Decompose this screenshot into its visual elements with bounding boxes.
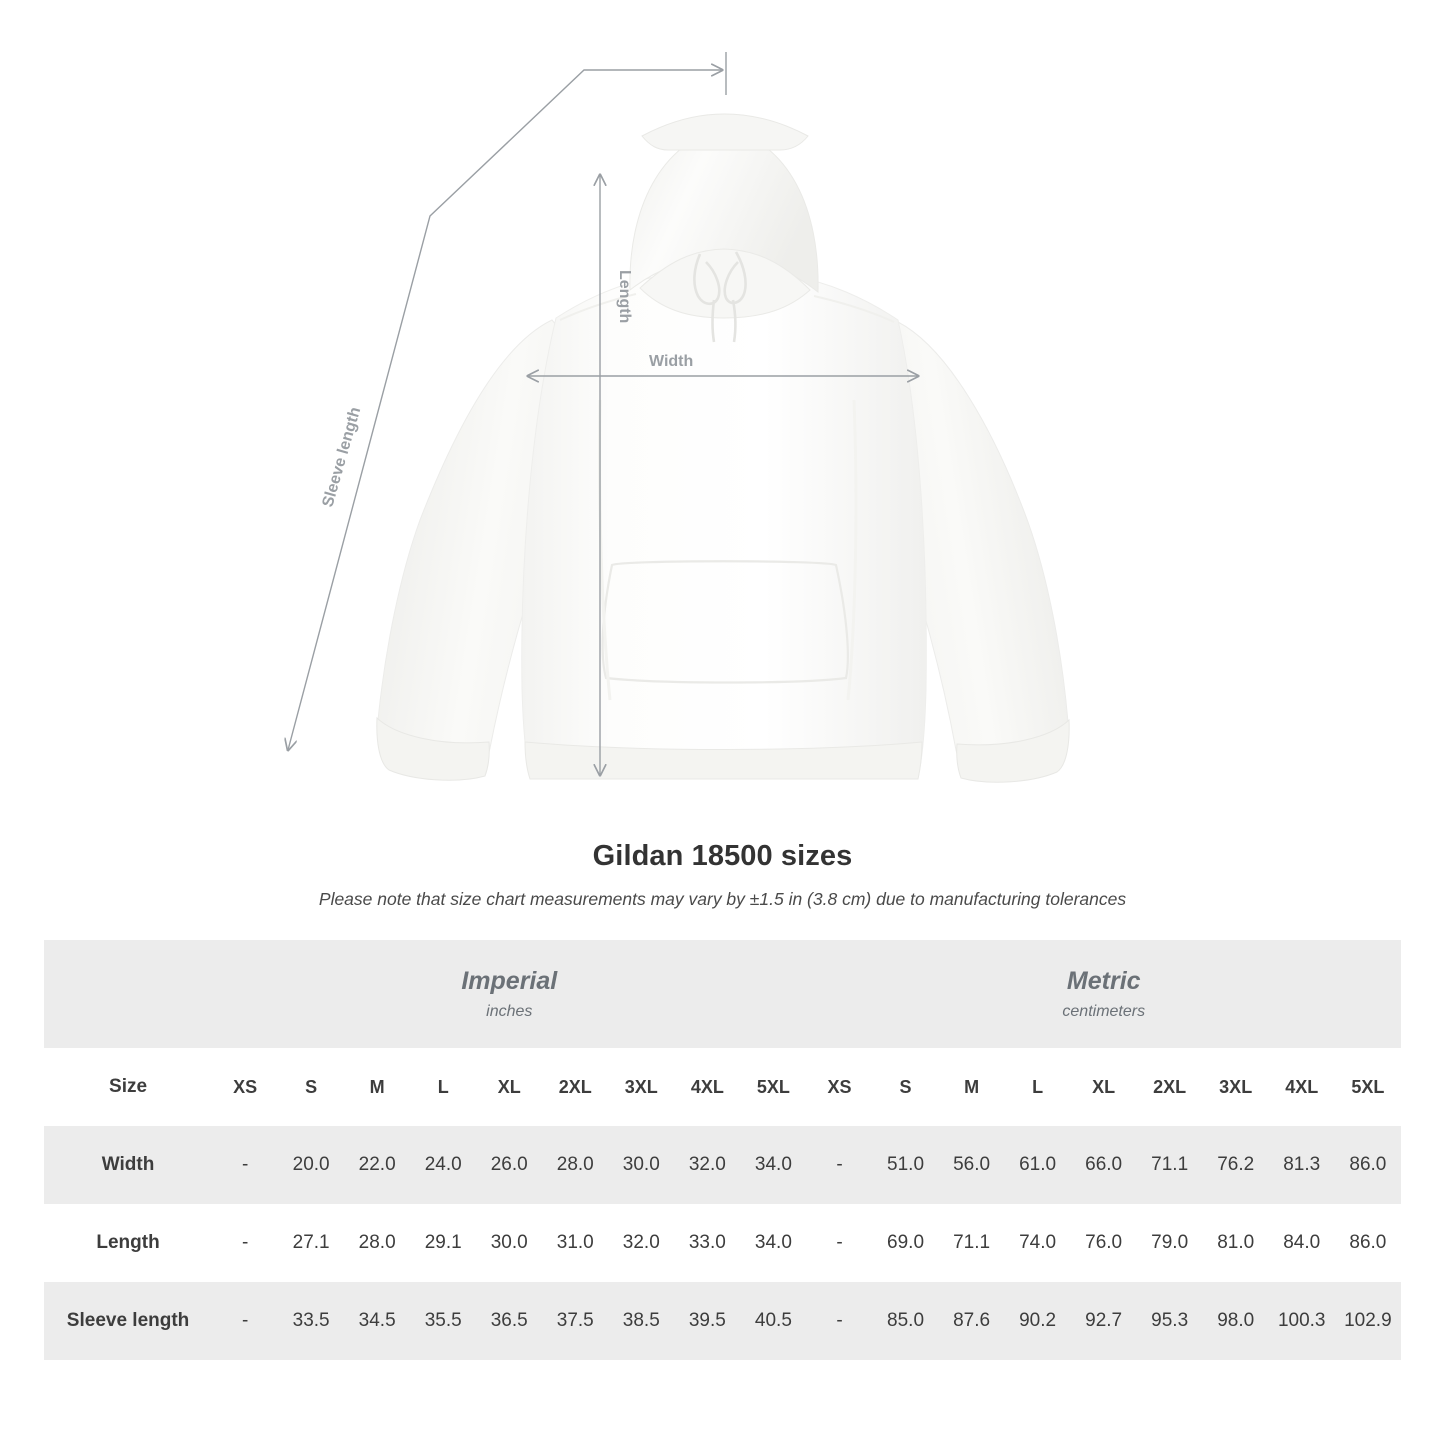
width-label: Width <box>649 353 694 370</box>
cell-sleeve-met-s: 85.0 <box>873 1282 939 1360</box>
cell-length-imp-xs: - <box>212 1204 278 1282</box>
cell-length-imp-5xl: 34.0 <box>740 1204 806 1282</box>
cell-length-met-xs: - <box>806 1204 872 1282</box>
cell-sleeve-imp-4xl: 39.5 <box>674 1282 740 1360</box>
cell-sleeve-imp-2xl: 37.5 <box>542 1282 608 1360</box>
cell-width-met-4xl: 81.3 <box>1269 1126 1335 1204</box>
col-head-imp-m: M <box>344 1048 410 1126</box>
cell-length-met-s: 69.0 <box>873 1204 939 1282</box>
cell-width-imp-3xl: 30.0 <box>608 1126 674 1204</box>
col-head-met-3xl: 3XL <box>1203 1048 1269 1126</box>
col-head-imp-xs: XS <box>212 1048 278 1126</box>
col-head-imp-2xl: 2XL <box>542 1048 608 1126</box>
cell-width-imp-xs: - <box>212 1126 278 1204</box>
col-head-imp-5xl: 5XL <box>740 1048 806 1126</box>
cell-sleeve-met-m: 87.6 <box>939 1282 1005 1360</box>
cell-sleeve-met-xs: - <box>806 1282 872 1360</box>
cell-sleeve-met-2xl: 95.3 <box>1137 1282 1203 1360</box>
cell-length-met-m: 71.1 <box>939 1204 1005 1282</box>
cell-width-met-xs: - <box>806 1126 872 1204</box>
col-head-met-m: M <box>939 1048 1005 1126</box>
cell-width-imp-5xl: 34.0 <box>740 1126 806 1204</box>
cell-width-imp-2xl: 28.0 <box>542 1126 608 1204</box>
metric-sub: centimeters <box>1062 1003 1146 1020</box>
cell-sleeve-imp-m: 34.5 <box>344 1282 410 1360</box>
col-head-met-xl: XL <box>1071 1048 1137 1126</box>
cell-width-met-5xl: 86.0 <box>1335 1126 1401 1204</box>
size-table-wrap <box>44 940 1401 1360</box>
cell-length-met-2xl: 79.0 <box>1137 1204 1203 1282</box>
unit-header-row <box>44 940 1401 1048</box>
col-head-met-4xl: 4XL <box>1269 1048 1335 1126</box>
col-head-met-5xl: 5XL <box>1335 1048 1401 1126</box>
col-head-met-xs: XS <box>806 1048 872 1126</box>
table-row <box>44 1126 1401 1204</box>
cell-width-imp-m: 22.0 <box>344 1126 410 1204</box>
row-label-length: Length <box>44 1204 212 1282</box>
length-label: Length <box>616 270 633 324</box>
cell-sleeve-met-3xl: 98.0 <box>1203 1282 1269 1360</box>
cell-width-met-3xl: 76.2 <box>1203 1126 1269 1204</box>
cell-sleeve-met-4xl: 100.3 <box>1269 1282 1335 1360</box>
cell-sleeve-imp-xl: 36.5 <box>476 1282 542 1360</box>
cell-sleeve-met-xl: 92.7 <box>1071 1282 1137 1360</box>
cell-sleeve-met-l: 90.2 <box>1005 1282 1071 1360</box>
size-header-row <box>44 1048 1401 1126</box>
cell-length-imp-s: 27.1 <box>278 1204 344 1282</box>
metric-name: Metric <box>1066 967 1141 995</box>
cell-length-imp-m: 28.0 <box>344 1204 410 1282</box>
size-header-label: Size <box>44 1048 212 1126</box>
cell-width-met-s: 51.0 <box>873 1126 939 1204</box>
cell-width-met-m: 56.0 <box>939 1126 1005 1204</box>
col-head-imp-xl: XL <box>476 1048 542 1126</box>
cell-length-imp-l: 29.1 <box>410 1204 476 1282</box>
cell-width-met-2xl: 71.1 <box>1137 1126 1203 1204</box>
col-head-met-2xl: 2XL <box>1137 1048 1203 1126</box>
table-row <box>44 1204 1401 1282</box>
col-head-imp-s: S <box>278 1048 344 1126</box>
hoodie-graphic <box>377 114 1069 782</box>
unit-header-spacer <box>44 940 212 1048</box>
sleeve-length-label: Sleeve length <box>319 405 365 510</box>
col-head-met-l: L <box>1005 1048 1071 1126</box>
cell-sleeve-imp-3xl: 38.5 <box>608 1282 674 1360</box>
col-head-imp-4xl: 4XL <box>674 1048 740 1126</box>
size-table <box>44 940 1401 1360</box>
cell-length-met-xl: 76.0 <box>1071 1204 1137 1282</box>
row-label-sleeve-length: Sleeve length <box>44 1282 212 1360</box>
cell-length-met-l: 74.0 <box>1005 1204 1071 1282</box>
title-block <box>0 840 1445 910</box>
col-head-imp-3xl: 3XL <box>608 1048 674 1126</box>
cell-width-imp-s: 20.0 <box>278 1126 344 1204</box>
cell-sleeve-imp-l: 35.5 <box>410 1282 476 1360</box>
cell-width-imp-4xl: 32.0 <box>674 1126 740 1204</box>
cell-length-imp-2xl: 31.0 <box>542 1204 608 1282</box>
cell-length-met-5xl: 86.0 <box>1335 1204 1401 1282</box>
tolerance-note: Please note that size chart measurements may vary by ±1.5 in (3.8 cm) due to manufacturing tolerances <box>318 889 1127 909</box>
unit-group-imperial <box>212 940 806 1048</box>
cell-length-met-4xl: 84.0 <box>1269 1204 1335 1282</box>
table-row <box>44 1282 1401 1360</box>
cell-length-imp-3xl: 32.0 <box>608 1204 674 1282</box>
cell-width-met-xl: 66.0 <box>1071 1126 1137 1204</box>
cell-sleeve-met-5xl: 102.9 <box>1335 1282 1401 1360</box>
cell-length-imp-xl: 30.0 <box>476 1204 542 1282</box>
cell-width-imp-xl: 26.0 <box>476 1126 542 1204</box>
col-head-imp-l: L <box>410 1048 476 1126</box>
cell-length-imp-4xl: 33.0 <box>674 1204 740 1282</box>
imperial-name: Imperial <box>461 967 558 995</box>
page-title: Gildan 18500 sizes <box>592 840 853 872</box>
cell-sleeve-imp-5xl: 40.5 <box>740 1282 806 1360</box>
col-head-met-s: S <box>873 1048 939 1126</box>
cell-sleeve-imp-xs: - <box>212 1282 278 1360</box>
cell-sleeve-imp-s: 33.5 <box>278 1282 344 1360</box>
imperial-sub: inches <box>486 1003 533 1020</box>
cell-length-met-3xl: 81.0 <box>1203 1204 1269 1282</box>
unit-group-metric <box>806 940 1401 1048</box>
cell-width-met-l: 61.0 <box>1005 1126 1071 1204</box>
cell-width-imp-l: 24.0 <box>410 1126 476 1204</box>
row-label-width: Width <box>44 1126 212 1204</box>
